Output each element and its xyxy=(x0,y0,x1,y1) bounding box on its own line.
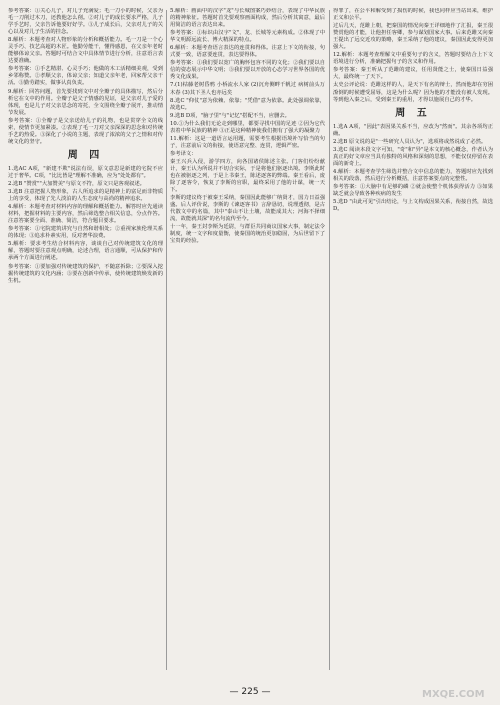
answer-paragraph: 参考答案：①手艺精湛、心灵手巧；他做的木工活精细美观，受到乡邻称赞。②孝顺父亲，体谅父亲；知道父亲年老，回家帮父亲干活。③勤劳踏实，做事认真负责。 xyxy=(8,66,163,87)
answer-paragraph: 参考答案：①宅院建筑讲究与自然和谐相处；②重视家族伦理关系的体现；③追求朴素实用，反对奢华浪费。 xyxy=(8,226,163,240)
section-heading-week4: 周 四 xyxy=(67,149,104,161)
answer-paragraph: 参考答案：①标识由汉字"文"、龙、长城等元素构成。②体现了中华文明源远流长、博大精深的特点。 xyxy=(170,30,325,44)
translation-paragraph: 太史公评论说：范雎这样的人，是天下有名的辩士，然而他却在穷困潦倒的时候遭受屈辱，这是为什么呢？因为他的才能没有被人发现。等到他入秦之后，受到秦王的重用，才得以施展自己的才华。 xyxy=(333,82,493,103)
answer-paragraph: 参考答案：①大脑中有足够的磷 ②就会使整个机体获得活力 ③如果缺乏就会导致各种疾病的发生 xyxy=(333,183,493,198)
translation-paragraph: 李斯的建议终于被秦王采纳，秦国因此能够广纳贤才，国力日益强盛。后人评价说，李斯的《谏逐客书》言辞恳切，说理透彻，是古代散文中的名篇，其中"泰山不让土壤，故能成其大；河海不择细流，故能就其深"的名句流传至今。 xyxy=(170,195,325,223)
explanation-paragraph: 5.解析：要求考生结合材料内容，谈谈自己对传统建筑文化的理解，答题时要注意观点明确，论述合理，语言通顺，可从保护和传承两个方面进行阐述。 xyxy=(8,241,163,262)
translation-paragraph: 秦王兴兵入侵，游学四方，向各国诸侯陈述主张。门客们纷纷献计，秦王认为所说并不切合实际，于是将他们驱逐出境。李斯此时也在被驱逐之列，于是上书秦王，陈述逐客的弊端。秦王看后，废除了逐客令，恢复了李斯的官职，最终采用了他的计谋，统一天下。 xyxy=(170,158,325,194)
translation-paragraph: 十一年，秦王封李斯为廷尉，与群臣共同商议国家大事，制定法令制度，统一文字和度量衡，使秦国的统治更加稳固，为后世留下了宝贵的经验。 xyxy=(170,224,325,245)
explanation-paragraph: 4.解析：本题考查学生筛选并整合文中信息的能力，答题时应先找到相关的段落，然后进行分析概括，注意答案要点的完整性。 xyxy=(333,168,493,182)
question-item: 5.选D "由此可见"引出结论，与上文构成因果关系，衔接自然，故选D。 xyxy=(333,199,493,213)
answer-paragraph: 参考答案：①我们要以宽广的胸怀包容不同的文化；②我们要以自信的姿态展示中华文明；③我们要以开放的心态学习世界各国的优秀文化成果。 xyxy=(170,60,325,81)
answer-paragraph: 参考答案：秦王听从了范雎的建议，任用贤能之士，使秦国日益强大，最终统一了天下。 xyxy=(333,67,493,81)
explanation-paragraph: 4.解析：本题考查对材料内容的理解和概括能力。解答时应先通读材料，把握材料的主要内容，然后筛选整合相关信息，分点作答。注意答案要全面、准确、简洁，符合题目要求。 xyxy=(8,204,163,225)
answer-paragraph: 参考答案：①全瓣子是父亲送给儿子的礼物，也是贯穿全文的线索，使情节更加紧凑。②表现了毛一刀对父亲深深的思念和对传统手艺的热爱。③深化了小说的主题，表现了浓浓的父子之情和对传统文化的坚守。 xyxy=(8,117,163,145)
column-left xyxy=(8,8,163,670)
explanation-paragraph: 8.解析：本题考查对人物形象的分析和概括能力。毛一刀是一个心灵手巧、技艺高超的木匠。他勤劳能干，懂得感恩，在父亲年老时能够体谅父亲。答题时可结合文中具体情节进行分析，注意语言表达要准确。 xyxy=(8,37,163,65)
question-item: 9.选B D项，"脑子里"与"记忆"搭配不当，应删去。 xyxy=(170,112,290,119)
translation-paragraph: 得罪了，在公平和解受到了损伤的时候，我也同样应当站出来，维护正义和公平。 xyxy=(333,8,493,22)
page-number: — 225 — xyxy=(229,687,271,697)
explanation-paragraph: 12.解析：本题考查理解文中重要句子的含义，答题时要结合上下文语境进行分析，准确把握句子的含义和作用。 xyxy=(333,52,493,66)
watermark-text: MXQE.COM xyxy=(422,689,485,700)
question-item: 3.选C 阅读本段文字可知，"奇"和"异"是本文的核心概念，作者认为真正的好文章应当具有独特的风格和深刻的思想，不能仅仅停留在表面的新奇上。 xyxy=(333,146,493,167)
question-item: 2.选B 原文说的是"一些研究人员认为"，选项将或然说成了必然。 xyxy=(333,138,487,145)
answer-paragraph: 参考答案：①要加强对传统建筑的保护，不随意拆除；②要深入挖掘传统建筑的文化内涵；③要在创新中传承，使传统建筑焕发新的生机。 xyxy=(8,263,163,284)
section-heading-week5: 周 五 xyxy=(395,107,431,119)
question-item: 7.(1)枯藤老树昏鸦 小桥流水人家 (2)沉舟侧畔千帆过 病树前头万木春 (3)其下圣人也亦远矣 xyxy=(170,82,325,96)
question-item: 1.选AC A项，"新建不欺"说法有误，原文意思是新建的宅院不应过于奢华。C项，"比比皆是"理解不准确，应为"处处都有"。 xyxy=(8,165,163,179)
answer-paragraph: 参考答案：①关心儿子，对儿子充满爱；毛一刀小的时候，父亲为毛一刀削过木刀，还教他怎么削。②对儿子的成长要求严格，儿子学手艺时，父亲告诉他要好好学。③儿子成长后，父亲对儿子的关心以及对儿子生活的挂念。 xyxy=(8,8,163,36)
question-item: 3.选B 注意把握人物形象，古人所追求的是精神上的富足而非物质上的享受，体现了先人淡泊的人生态度与高尚的精神追求。 xyxy=(8,189,163,203)
column-divider xyxy=(329,10,330,670)
translation-paragraph: 过后几天，范雎上朝，把秦国的情况向秦王详细地作了汇报，秦王很赞赏他的才能，让他担任客卿，参与谋划国家大事。后来范雎又向秦王提出了远交近攻的策略，秦王采纳了他的建议，秦国因此变得更加强大。 xyxy=(333,23,493,51)
question-item: 8.选C "仰仗"意为依赖、依靠；"凭借"意为依靠。此处强调依靠，故选C。 xyxy=(170,97,325,111)
explanation-paragraph: 11.解析：这是一道语言运用题，需要考生根据语境补写恰当的句子，注意前后文的衔接，使语意完整、连贯，逻辑严密。 xyxy=(170,135,325,149)
column-divider xyxy=(166,10,167,670)
explanation-paragraph: 5.解析：画面中的汉字"龙"与长城图案巧妙结合，表现了中华民族的精神象征。答题时首先要观察画面构成，然后分析其寓意，最后用简洁的语言表达出来。 xyxy=(170,8,325,29)
explanation-paragraph: 9.解析：回答问题，首先要找到文中对全瓣子的具体描写，然后分析它在文中的作用。全瓣子是父子情感的见证，是父亲对儿子爱的体现，也是儿子对父亲思念的寄托，全文围绕全瓣子展开，推动情节发展。 xyxy=(8,88,163,116)
column-right xyxy=(333,8,493,670)
column-middle xyxy=(170,8,325,670)
question-item: 2.选B "赞赏""大加赞美"与原文不符，原文只是客观叙述。 xyxy=(8,180,145,187)
watermark-logo-icon xyxy=(420,684,494,702)
question-item: 10.①为什么我们无论走到哪里，都要寻找中国的足迹 ②因为它代表着中华民族的精神 ③正是这种精神使我们拥有了强大的凝聚力 xyxy=(170,120,325,134)
question-item: 1.选A A项，"因此"表因果关系不当，应改为"然而"。其余各项均正确。 xyxy=(333,123,493,137)
watermark-logo xyxy=(420,684,494,702)
explanation-paragraph: 6.解析：本题考查语言表达的连贯和得体。注意上下文的衔接，句式要一致，语意要连贯，表达要得体。 xyxy=(170,45,325,59)
translation-label: 参考译文： xyxy=(170,150,197,157)
